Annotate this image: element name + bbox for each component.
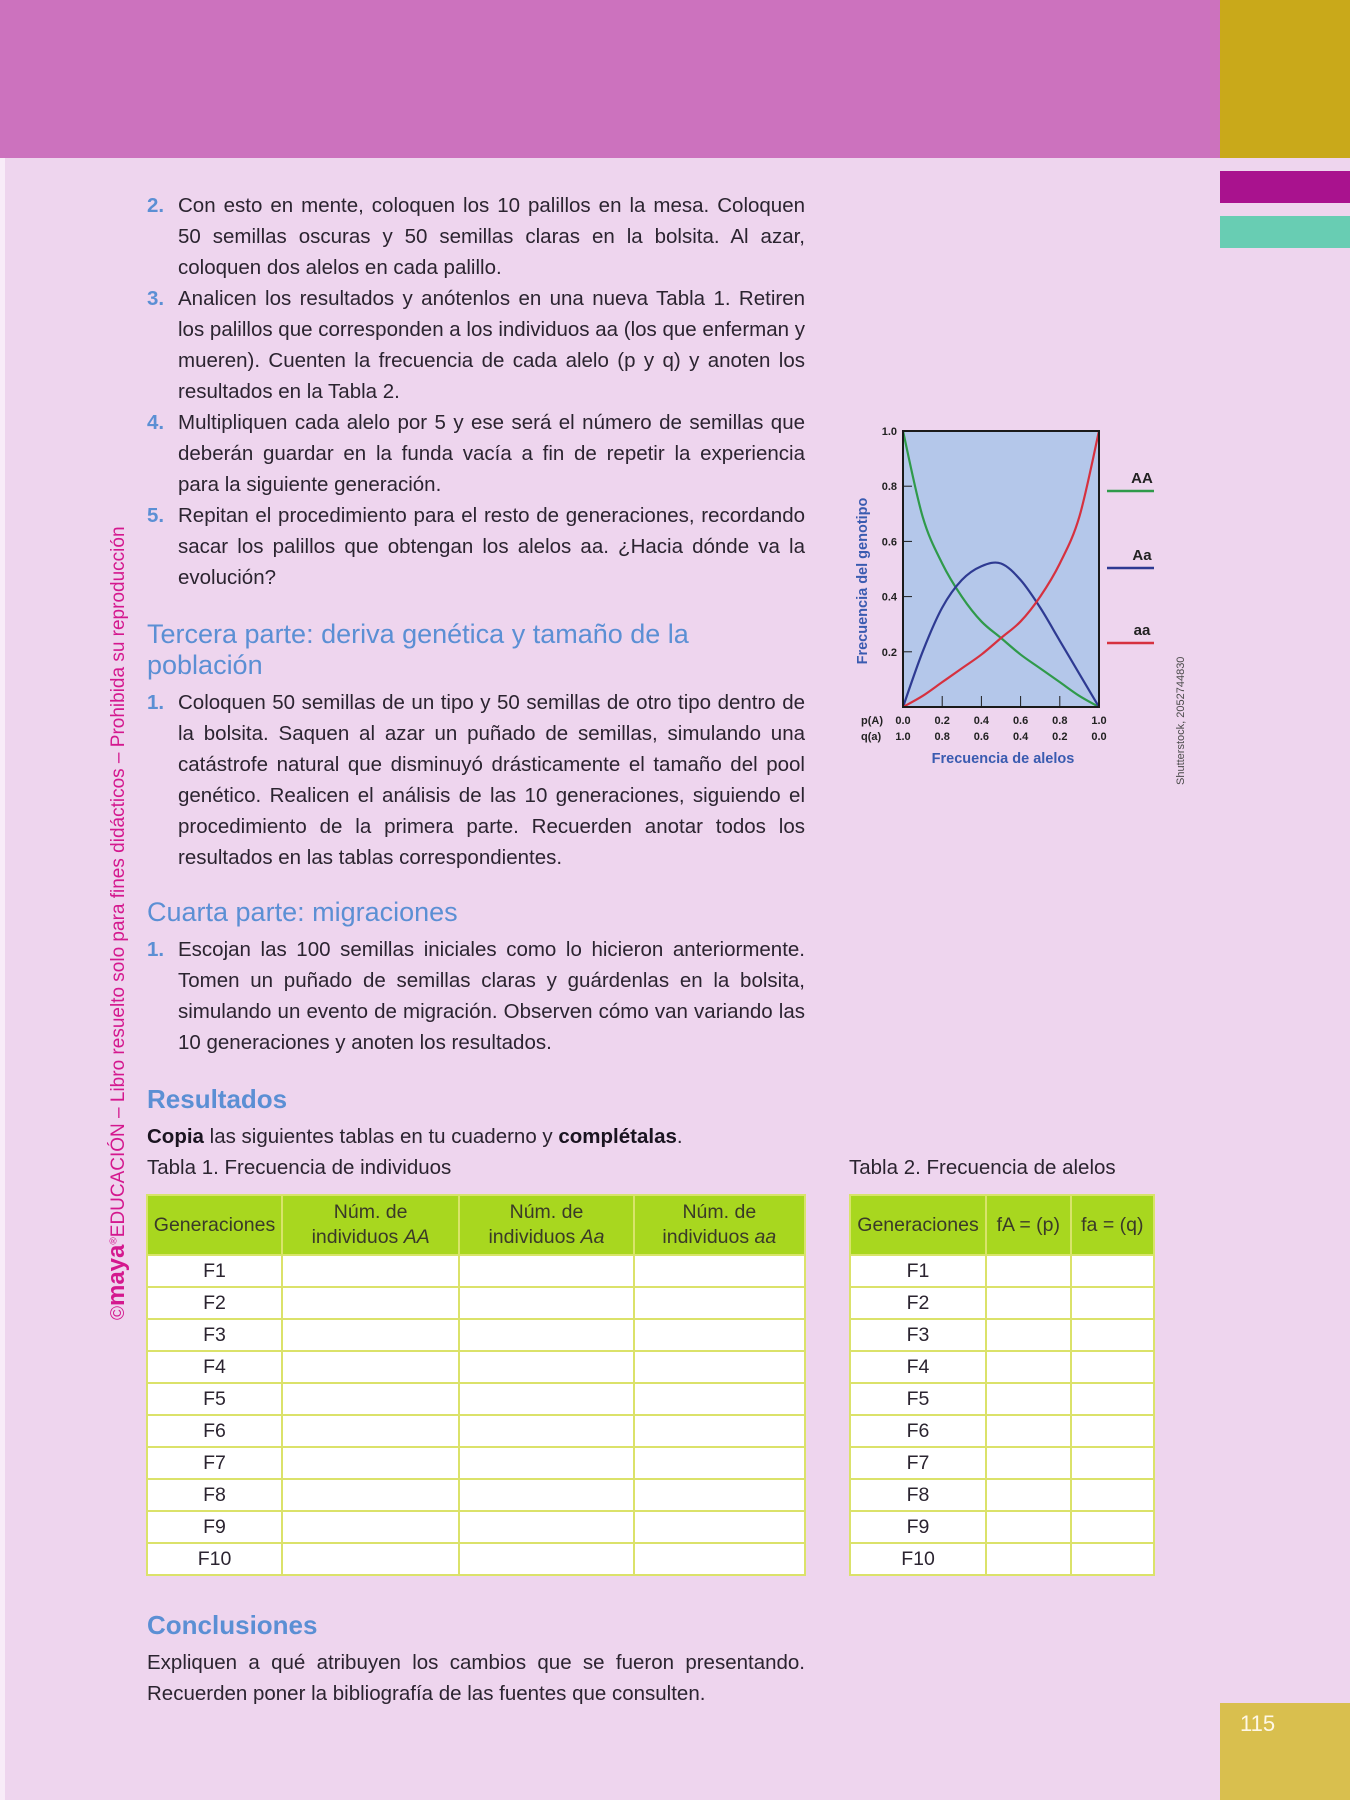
instruction-bold-completalas: complétalas [558,1125,677,1148]
genotype-label: AA [403,1226,430,1248]
table-row [147,1383,805,1415]
header-aa-recessive [634,1195,805,1255]
legend-label-aa: aa [1133,622,1151,639]
x-tick-label: 0.8 [934,731,950,743]
table2-header-row [850,1195,1154,1255]
table-row [850,1319,1154,1351]
step-number: 5. [147,504,165,527]
empty-cell [986,1447,1071,1479]
section-tab-teal [1220,216,1350,248]
table1-header-row [147,1195,805,1255]
table-row [850,1511,1154,1543]
empty-cell [1071,1351,1154,1383]
empty-cell [634,1383,805,1415]
empty-cell [634,1511,805,1543]
empty-cell [282,1447,459,1479]
empty-cell [986,1351,1071,1383]
main-content [147,190,805,1152]
step-number: 1. [147,691,165,714]
empty-cell [1071,1383,1154,1415]
y-tick-label: 0.6 [881,536,897,549]
generation-label: F7 [147,1447,282,1479]
empty-cell [634,1415,805,1447]
step-text: Repitan el procedimiento para el resto de generaciones, recordando sacar los palillos que obtengan los alelos aa. ¿Hacia dónde va la evolución? [178,504,805,589]
y-axis-label: Frecuencia del genotipo [855,497,871,665]
table-row [147,1351,805,1383]
generation-label: F2 [147,1287,282,1319]
generation-label: F8 [850,1479,986,1511]
table-row [850,1543,1154,1575]
header-line2: individuos [311,1226,404,1248]
table2-caption: Tabla 2. Frecuencia de alelos [849,1156,1116,1179]
header-line1: Núm. de [333,1201,408,1223]
side-credit-text: EDUCACIÓN – Libro resuelto solo para fines didácticos – Prohibida su reproducción [108,526,129,1238]
conclusions-text: Expliquen a qué atribuyen los cambios que se fueron presentando. Recuerden poner la bibliografía de las fuentes que consulten. [147,1651,805,1705]
x-axis-label: Frecuencia de alelos [931,751,1075,767]
page-number: 115 [1240,1711,1276,1736]
y-tick-label: 0.8 [881,481,897,494]
steps-part4 [147,934,805,1058]
conclusions-section [147,1610,805,1709]
generation-label: F8 [147,1479,282,1511]
empty-cell [282,1287,459,1319]
table-row [147,1447,805,1479]
empty-cell [634,1351,805,1383]
table1-caption: Tabla 1. Frecuencia de individuos [147,1156,452,1179]
x-tick-label: 0.6 [973,731,990,743]
empty-cell [1071,1447,1154,1479]
generation-label: F6 [850,1415,986,1447]
empty-cell [986,1255,1071,1287]
empty-cell [986,1479,1071,1511]
empty-cell [459,1255,633,1287]
table-row [147,1255,805,1287]
x-tick-label: 0.4 [1012,731,1029,743]
empty-cell [282,1319,459,1351]
step-text: Multipliquen cada alelo por 5 y ese será el número de semillas que deberán guardar en la funda vacía a fin de repetir la experiencia para la siguiente generación. [178,411,805,496]
empty-cell [282,1383,459,1415]
genotype-label: Aa [580,1226,605,1248]
table-row [850,1287,1154,1319]
x-tick-label: 0.0 [895,715,911,727]
plot-area [903,431,1099,707]
generation-label: F3 [850,1319,986,1351]
table-row [850,1383,1154,1415]
x-tick-label: 0.4 [973,715,990,727]
step-item [147,407,805,500]
x-tick-label: p(A) [861,715,883,727]
empty-cell [282,1543,459,1575]
brand-logo: maya [103,1244,130,1306]
table-row [147,1543,805,1575]
table-row [147,1319,805,1351]
step-item [147,687,805,873]
genotype-label: aa [754,1226,777,1248]
section-tab-magenta [1220,171,1350,203]
empty-cell [459,1383,633,1415]
generation-label: F9 [850,1511,986,1543]
empty-cell [634,1447,805,1479]
results-instruction [147,1121,805,1152]
header-fa: fa = (q) [1071,1195,1154,1255]
empty-cell [1071,1415,1154,1447]
empty-cell [1071,1287,1154,1319]
generation-label: F4 [850,1351,986,1383]
empty-cell [986,1511,1071,1543]
page-number-box [1220,1703,1350,1800]
table2-alelos [849,1194,1155,1576]
generation-label: F6 [147,1415,282,1447]
empty-cell [459,1351,633,1383]
header-band [0,0,1220,158]
empty-cell [282,1511,459,1543]
x-tick-label: 0.8 [1052,715,1068,727]
step-number: 3. [147,287,165,310]
section-title-conclusiones: Conclusiones [147,1610,318,1640]
x-tick-label: 0.2 [1052,731,1068,743]
empty-cell [459,1447,633,1479]
step-text: Coloquen 50 semillas de un tipo y 50 semillas de otro tipo dentro de la bolsita. Saquen al azar un puñado de semillas, simulando una catástrofe natural que disminuyó drásticamente el tamaño del pool genético. Realicen el análisis de las 10 generaciones, siguiendo el procedimiento de la primera parte. Recuerden anotar todos los resultados en las tablas correspondientes. [178,691,805,869]
step-text: Escojan las 100 semillas iniciales como lo hicieron anteriormente. Tomen un puñado de semillas claras y guárdenlas en la bolsita, simulando un evento de migración. Observen cómo van variando las 10 generaciones y anoten los resultados. [178,938,805,1054]
empty-cell [986,1415,1071,1447]
header-line2: individuos [488,1226,581,1248]
step-item [147,500,805,593]
y-tick-label: 0.2 [881,646,897,659]
empty-cell [282,1415,459,1447]
step-number: 1. [147,938,165,961]
step-item [147,283,805,407]
y-tick-label: 0.4 [881,591,897,604]
empty-cell [1071,1543,1154,1575]
empty-cell [634,1479,805,1511]
section-title-resultados: Resultados [147,1084,288,1114]
header-fA: fA = (p) [986,1195,1071,1255]
generation-label: F4 [147,1351,282,1383]
step-number: 2. [147,194,165,217]
instruction-period: . [676,1125,683,1148]
generation-label: F1 [147,1255,282,1287]
generation-label: F10 [850,1543,986,1575]
registered-mark: ® [108,1237,120,1245]
empty-cell [459,1319,633,1351]
table-row [850,1447,1154,1479]
step-text: Con esto en mente, coloquen los 10 palillos en la mesa. Coloquen 50 semillas oscuras y 50 semillas claras en la bolsita. Al azar, coloquen dos alelos en cada palillo. [178,194,805,279]
genotype-frequency-chart [845,415,1165,785]
section-title-deriva: Tercera parte: deriva genética y tamaño de la población [147,619,689,680]
x-tick-label: q(a) [861,731,882,743]
steps-part1 [147,190,805,593]
photo-credit: Shutterstock, 2052744830 [1175,656,1187,785]
empty-cell [634,1319,805,1351]
table-row [850,1351,1154,1383]
generation-label: F7 [850,1447,986,1479]
empty-cell [282,1479,459,1511]
empty-cell [459,1511,633,1543]
header-line1: Núm. de [682,1201,757,1223]
empty-cell [986,1319,1071,1351]
instruction-text: las siguientes tablas en tu cuaderno y [203,1125,559,1148]
empty-cell [634,1543,805,1575]
instruction-bold-copia: Copia [147,1125,204,1148]
y-tick-label: 1.0 [881,426,897,438]
empty-cell [1071,1511,1154,1543]
generation-label: F5 [147,1383,282,1415]
header-generaciones: Generaciones [850,1195,986,1255]
empty-cell [986,1543,1071,1575]
step-item [147,934,805,1058]
table-row [147,1415,805,1447]
steps-part3 [147,687,805,873]
empty-cell [459,1543,633,1575]
empty-cell [459,1479,633,1511]
empty-cell [634,1287,805,1319]
empty-cell [459,1287,633,1319]
empty-cell [1071,1319,1154,1351]
generation-label: F5 [850,1383,986,1415]
step-number: 4. [147,411,165,434]
x-tick-label: 1.0 [895,731,911,743]
legend-label-AA: AA [1131,470,1153,487]
table-row [850,1415,1154,1447]
empty-cell [1071,1255,1154,1287]
copyright-symbol: © [108,1306,129,1320]
empty-cell [459,1415,633,1447]
table-row [850,1479,1154,1511]
generation-label: F2 [850,1287,986,1319]
step-item [147,190,805,283]
generation-label: F1 [850,1255,986,1287]
page-edge [0,158,5,1800]
x-tick-label: 0.6 [1012,715,1029,727]
legend-label-Aa: Aa [1132,547,1152,564]
empty-cell [1071,1479,1154,1511]
empty-cell [282,1351,459,1383]
x-tick-label: 0.2 [934,715,950,727]
header-aa-dominant [282,1195,459,1255]
section-title-migraciones: Cuarta parte: migraciones [147,897,458,927]
empty-cell [986,1383,1071,1415]
generation-label: F10 [147,1543,282,1575]
x-tick-label: 0.0 [1091,731,1107,743]
header-generaciones: Generaciones [147,1195,282,1255]
table-row [850,1255,1154,1287]
header-heterozygous [459,1195,633,1255]
chart-svg [845,415,1165,785]
header-line1: Núm. de [509,1201,584,1223]
step-text: Analicen los resultados y anótenlos en una nueva Tabla 1. Retiren los palillos que corresponden a los individuos aa (los que enferman y mueren). Cuenten la frecuencia de cada alelo (p y q) y anoten los resultados en la Tabla 2. [178,287,805,403]
empty-cell [634,1255,805,1287]
table-row [147,1479,805,1511]
side-credit [103,526,131,1320]
empty-cell [282,1255,459,1287]
x-tick-label: 1.0 [1091,715,1107,727]
table-row [147,1511,805,1543]
generation-label: F3 [147,1319,282,1351]
generation-label: F9 [147,1511,282,1543]
corner-color-block [1220,0,1350,158]
table-row [147,1287,805,1319]
table1-individuos [146,1194,806,1576]
empty-cell [986,1287,1071,1319]
header-line2: individuos [662,1226,755,1248]
